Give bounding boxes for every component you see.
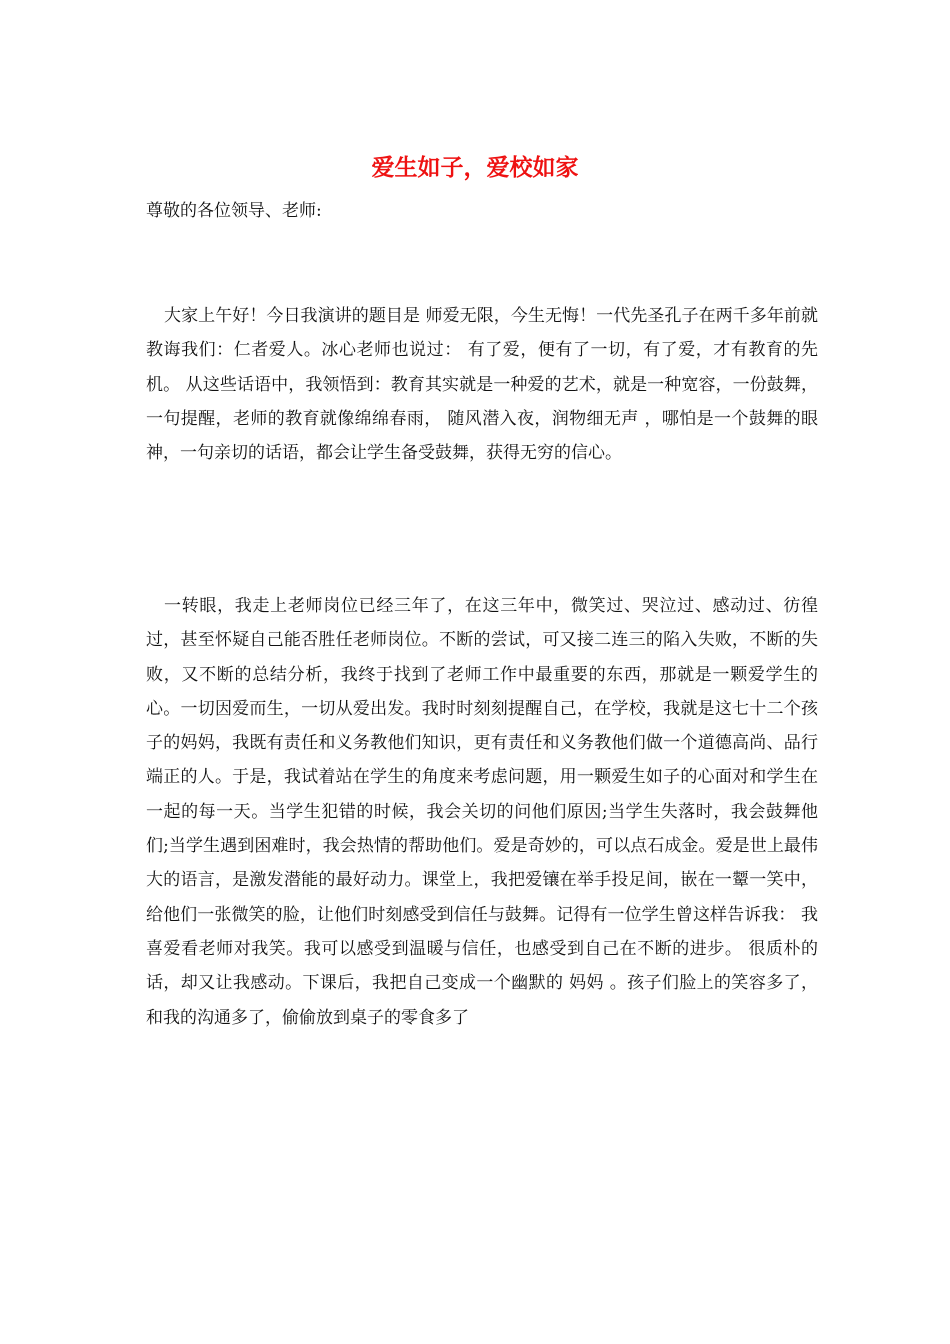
salutation: 尊敬的各位领导、老师:	[146, 201, 322, 221]
body-paragraph-2: 一转眼，我走上老师岗位已经三年了，在这三年中，微笑过、哭泣过、感动过、彷徨过，甚至怀疑自己能否胜任老师岗位。不断的尝试，可又接二连三的陷入失败，不断的失败，又不断的总结分析，我终于找到了老师工作中最重要的东西，那就是一颗爱学生的心。一切因爱而生，一切从爱出发。我时时刻刻提醒自己，在学校，我就是这七十二个孩子的妈妈，我既有责任和义务教他们知识，更有责任和义务教他们做一个道德高尚、品行端正的人。于是，我试着站在学生的角度来考虑问题，用一颗爱生如子的心面对和学生在一起的每一天。当学生犯错的时候，我会关切的问他们原因;当学生失落时，我会鼓舞他们;当学生遇到困难时，我会热情的帮助他们。爱是奇妙的，可以点石成金。爱是世上最伟大的语言，是激发潜能的最好动力。课堂上，我把爱镶在举手投足间，嵌在一颦一笑中，给他们一张微笑的脸，让他们时刻感受到信任与鼓舞。记得有一位学生曾这样告诉我： 我喜爱看老师对我笑。我可以感受到温暖与信任，也感受到自己在不断的进步。 很质朴的话，却又让我感动。下课后，我把自己变成一个幽默的 妈妈 。孩子们脸上的笑容多了，和我的沟通多了，偷偷放到桌子的零食多了	[146, 596, 818, 1028]
document-title: 爱生如子，爱校如家	[371, 154, 579, 181]
body-paragraph-1: 大家上午好！今日我演讲的题目是 师爱无限，今生无悔！一代先圣孔子在两千多年前就教诲我们：仁者爱人。冰心老师也说过： 有了爱，便有了一切，有了爱，才有教育的先机。 从这些话语中，我领悟到：教育其实就是一种爱的艺术，就是一种宽容，一份鼓舞，一句提醒，老师的教育就像绵绵春雨， 随风潜入夜，润物细无声 ，哪怕是一个鼓舞的眼神，一句亲切的话语，都会让学生备受鼓舞，获得无穷的信心。	[146, 306, 818, 464]
